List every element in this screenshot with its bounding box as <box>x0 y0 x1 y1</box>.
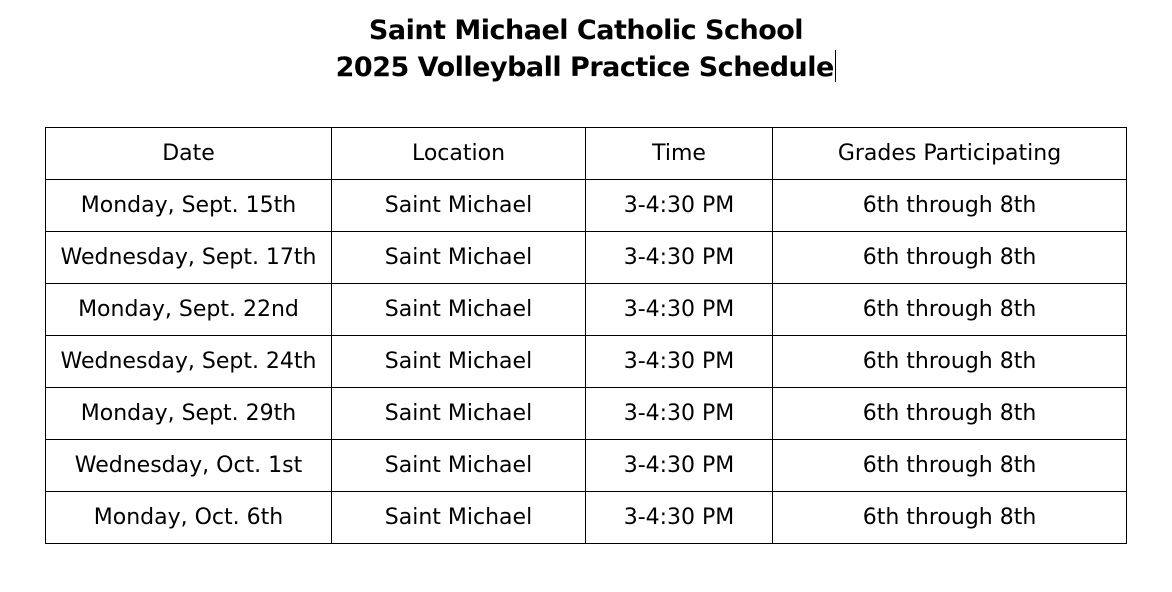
header-time[interactable]: Time <box>586 128 773 180</box>
cell-time[interactable]: 3-4:30 PM <box>586 440 773 492</box>
cell-time[interactable]: 3-4:30 PM <box>586 284 773 336</box>
cell-location[interactable]: Saint Michael <box>332 284 586 336</box>
cell-location[interactable]: Saint Michael <box>332 440 586 492</box>
cell-date[interactable]: Monday, Sept. 15th <box>46 180 332 232</box>
table-row <box>46 336 1127 388</box>
cell-grades[interactable]: 6th through 8th <box>773 388 1127 440</box>
text-cursor <box>835 50 837 82</box>
cell-location[interactable]: Saint Michael <box>332 232 586 284</box>
cell-grades[interactable]: 6th through 8th <box>773 180 1127 232</box>
cell-location[interactable]: Saint Michael <box>332 388 586 440</box>
table-row <box>46 180 1127 232</box>
cell-grades[interactable]: 6th through 8th <box>773 232 1127 284</box>
header-location[interactable]: Location <box>332 128 586 180</box>
cell-time[interactable]: 3-4:30 PM <box>586 180 773 232</box>
header-date[interactable]: Date <box>46 128 332 180</box>
practice-schedule-table[interactable] <box>45 127 1127 544</box>
title-line-schedule-text[interactable]: 2025 Volleyball Practice Schedule <box>335 52 834 83</box>
cell-grades[interactable]: 6th through 8th <box>773 284 1127 336</box>
cell-time[interactable]: 3-4:30 PM <box>586 232 773 284</box>
cell-date[interactable]: Wednesday, Sept. 17th <box>46 232 332 284</box>
cell-location[interactable]: Saint Michael <box>332 492 586 544</box>
cell-time[interactable]: 3-4:30 PM <box>586 336 773 388</box>
cell-date[interactable]: Monday, Sept. 29th <box>46 388 332 440</box>
cell-grades[interactable]: 6th through 8th <box>773 336 1127 388</box>
table-row <box>46 232 1127 284</box>
document-title[interactable] <box>0 12 1172 86</box>
cell-grades[interactable]: 6th through 8th <box>773 492 1127 544</box>
cell-date[interactable]: Wednesday, Oct. 1st <box>46 440 332 492</box>
table-row <box>46 492 1127 544</box>
header-grades[interactable]: Grades Participating <box>773 128 1127 180</box>
cell-time[interactable]: 3-4:30 PM <box>586 388 773 440</box>
table-row <box>46 440 1127 492</box>
title-line-school[interactable]: Saint Michael Catholic School <box>368 15 804 46</box>
cell-date[interactable]: Monday, Sept. 22nd <box>46 284 332 336</box>
table-row <box>46 388 1127 440</box>
cell-date[interactable]: Monday, Oct. 6th <box>46 492 332 544</box>
cell-location[interactable]: Saint Michael <box>332 336 586 388</box>
title-line-schedule[interactable] <box>0 49 1172 86</box>
cell-date[interactable]: Wednesday, Sept. 24th <box>46 336 332 388</box>
cell-grades[interactable]: 6th through 8th <box>773 440 1127 492</box>
cell-location[interactable]: Saint Michael <box>332 180 586 232</box>
table-row <box>46 284 1127 336</box>
cell-time[interactable]: 3-4:30 PM <box>586 492 773 544</box>
table-header-row <box>46 128 1127 180</box>
